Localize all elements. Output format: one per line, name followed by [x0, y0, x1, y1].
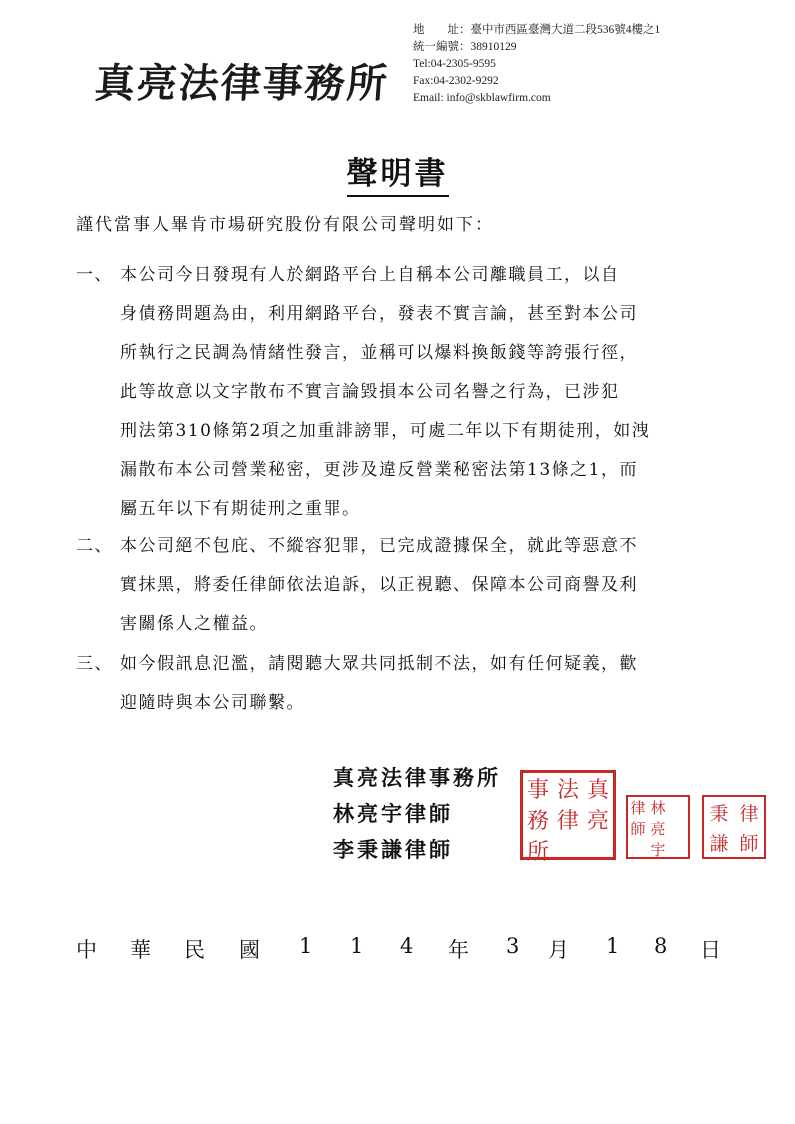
signatory-lawyer-lin: 林亮宇律師 [333, 801, 453, 826]
firm-logo-name: 真亮法律事務所 [93, 60, 391, 107]
item-line: 所執行之民調為情緒性發言，並稱可以爆料換飯錢等誇張行徑， [120, 343, 638, 363]
date-char: 中 [76, 938, 97, 962]
date-char: 華 [130, 938, 151, 962]
date-char: 1 [606, 934, 620, 958]
item-line: 如今假訊息氾濫，請閱聽大眾共同抵制不法，如有任何疑義，歡 [120, 654, 638, 674]
date-char: 8 [654, 934, 668, 958]
item-line: 刑法第310條第2項之加重誹謗罪，可處二年以下有期徒刑，如洩 [120, 421, 651, 441]
item-line: 身債務問題為由，利用網路平台，發表不實言論，甚至對本公司 [120, 304, 638, 324]
date-char: 月 [548, 938, 569, 962]
date-char: 年 [448, 938, 469, 962]
date-char: 1 [350, 934, 364, 958]
item-number: 二、 [76, 536, 113, 556]
document-title: 聲明書 [0, 148, 795, 193]
address: 地 址：臺中市西區臺灣大道二段536號4樓之1 [413, 24, 661, 36]
date-char: 國 [239, 938, 260, 962]
lawyer-lin-seal-stamp: 律 林 師 亮 宇 [626, 795, 690, 859]
tax-id: 統一編號：38910129 [413, 41, 517, 53]
signatory-lawyer-li: 李秉謙律師 [333, 837, 453, 862]
item-line: 屬五年以下有期徒刑之重罪。 [120, 499, 361, 519]
intro-statement: 謹代當事人畢肯市場研究股份有限公司聲明如下： [76, 215, 494, 235]
signatory-firm: 真亮法律事務所 [333, 765, 501, 790]
item-line: 實抹黑，將委任律師依法追訴，以正視聽、保障本公司商譽及利 [120, 575, 638, 595]
item-line: 本公司今日發現有人於網路平台上自稱本公司離職員工，以自 [120, 265, 620, 285]
item-line: 此等故意以文字散布不實言論毀損本公司名譽之行為，已涉犯 [120, 382, 620, 402]
item-line: 本公司絕不包庇、不縱容犯罪，已完成證據保全，就此等惡意不 [120, 536, 638, 556]
date-char: 民 [184, 938, 205, 962]
date-char: 日 [700, 938, 721, 962]
item-number: 三、 [76, 654, 113, 674]
date-char: 3 [506, 934, 520, 958]
item-line: 害關係人之權益。 [120, 614, 268, 634]
contact-info [413, 22, 660, 107]
item-line: 迎隨時與本公司聯繫。 [120, 693, 305, 713]
item-line: 漏散布本公司營業秘密，更涉及違反營業秘密法第13條之1，而 [120, 460, 638, 480]
date-char: 4 [400, 934, 414, 958]
fax: Fax:04-2302-9292 [413, 75, 499, 87]
lawyer-li-seal-stamp: 秉 律 謙 師 [702, 795, 766, 859]
item-number: 一、 [76, 265, 113, 285]
email: Email: info@skblawfirm.com [413, 92, 551, 104]
date-char: 1 [299, 934, 313, 958]
firm-seal-stamp: 事 法 真 務 律 亮 所 [520, 770, 616, 860]
tel: Tel:04-2305-9595 [413, 58, 496, 70]
